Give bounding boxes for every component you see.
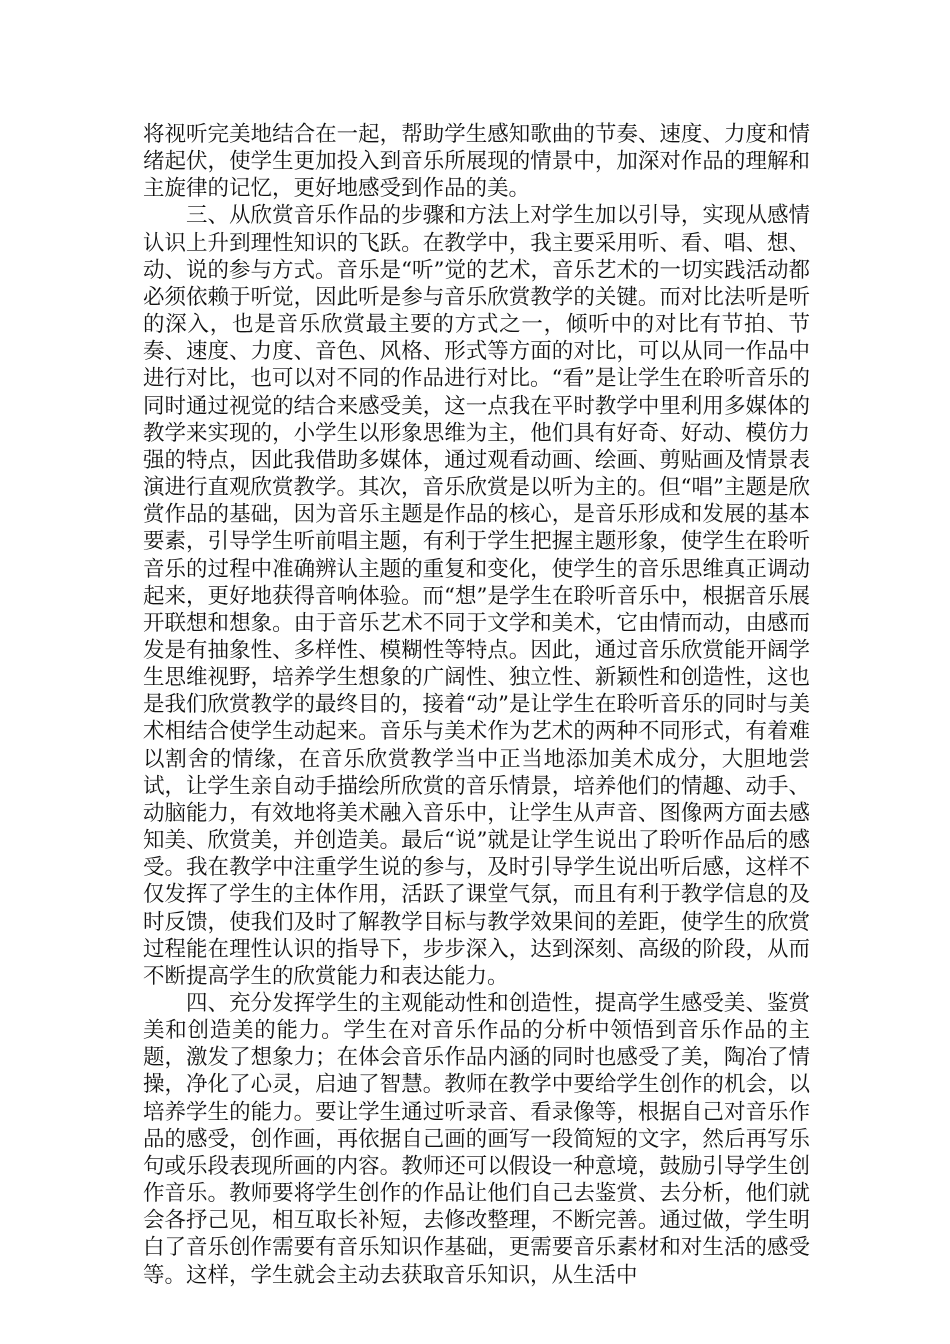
document-body xyxy=(143,121,810,1289)
paragraph-continuation: 将视听完美地结合在一起，帮助学生感知歌曲的节奏、速度、力度和情绪起伏，使学生更加投入到音乐所展现的情景中，加深对作品的理解和主旋律的记忆，更好地感受到作品的美。 xyxy=(143,122,810,202)
paragraph-section-three: 三、从欣赏音乐作品的步骤和方法上对学生加以引导，实现从感情认识上升到理性知识的飞跃。在教学中，我主要采用听、看、唱、想、动、说的参与方式。音乐是“听”觉的艺术，音乐艺术的一切实践活动都必须依赖于听觉，因此听是参与音乐欣赏教学的关键。而对比法听是听的深入，也是音乐欣赏最主要的方式之一，倾听中的对比有节拍、节奏、速度、力度、音色、风格、形式等方面的对比，可以从同一作品中进行对比，也可以对不同的作品进行对比。“看”是让学生在聆听音乐的同时通过视觉的结合来感受美，这一点我在平时教学中里利用多媒体的教学来实现的，小学生以形象思维为主，他们具有好奇、好动、模仿力强的特点，因此我借助多媒体，通过观看动画、绘画、剪贴画及情景表演进行直观欣赏教学。其次，音乐欣赏是以听为主的。但“唱”主题是欣赏作品的基础，因为音乐主题是作品的核心，是音乐形成和发展的基本要素，引导学生听前唱主题，有利于学生把握主题形象，使学生在聆听音乐的过程中准确辨认主题的重复和变化，使学生的音乐思维真正调动起来，更好地获得音响体验。而“想”是学生在聆听音乐中，根据音乐展开联想和想象。由于音乐艺术不同于文学和美术，它由情而动，由感而发是有抽象性、多样性、模糊性等特点。因此，通过音乐欣赏能开阔学生思维视野，培养学生想象的广阔性、独立性、新颖性和创造性，这也是我们欣赏教学的最终目的，接着“动”是让学生在聆听音乐的同时与美术相结合使学生动起来。音乐与美术作为艺术的两种不同形式，有着难以割舍的情缘，在音乐欣赏教学当中正当地添加美术成分，大胆地尝试，让学生亲自动手描绘所欣赏的音乐情景，培养他们的情趣、动手、动脑能力，有效地将美术融入音乐中，让学生从声音、图像两方面去感知美、欣赏美，并创造美。最后“说”就是让学生说出了聆听作品后的感受。我在教学中注重学生说的参与，及时引导学生说出听后感，这样不仅发挥了学生的主体作用，活跃了课堂气氛，而且有利于教学信息的及时反馈，使我们及时了解教学目标与教学效果间的差距，使学生的欣赏过程能在理性认识的指导下，步步深入，达到深刻、高级的阶段，从而不断提高学生的欣赏能力和表达能力。 xyxy=(143,203,810,989)
paragraph-section-four: 四、充分发挥学生的主观能动性和创造性，提高学生感受美、鉴赏美和创造美的能力。学生在对音乐作品的分析中领悟到音乐作品的主题，激发了想象力；在体会音乐作品内涵的同时也感受了美，陶冶了情操，净化了心灵，启迪了智慧。教师在教学中要给学生创作的机会，以培养学生的能力。要让学生通过听录音、看录像等，根据自己对音乐作品的感受，创作画，再依据自己画的画写一段简短的文字，然后再写乐句或乐段表现所画的内容。教师还可以假设一种意境，鼓励引导学生创作音乐。教师要将学生创作的作品让他们自己去鉴赏、去分析，他们就会各抒己见，相互取长补短，去修改整理，不断完善。通过做，学生明白了音乐创作需要有音乐知识作基础，更需要音乐素材和对生活的感受等。这样，学生就会主动去获取音乐知识，从生活中 xyxy=(143,991,810,1288)
